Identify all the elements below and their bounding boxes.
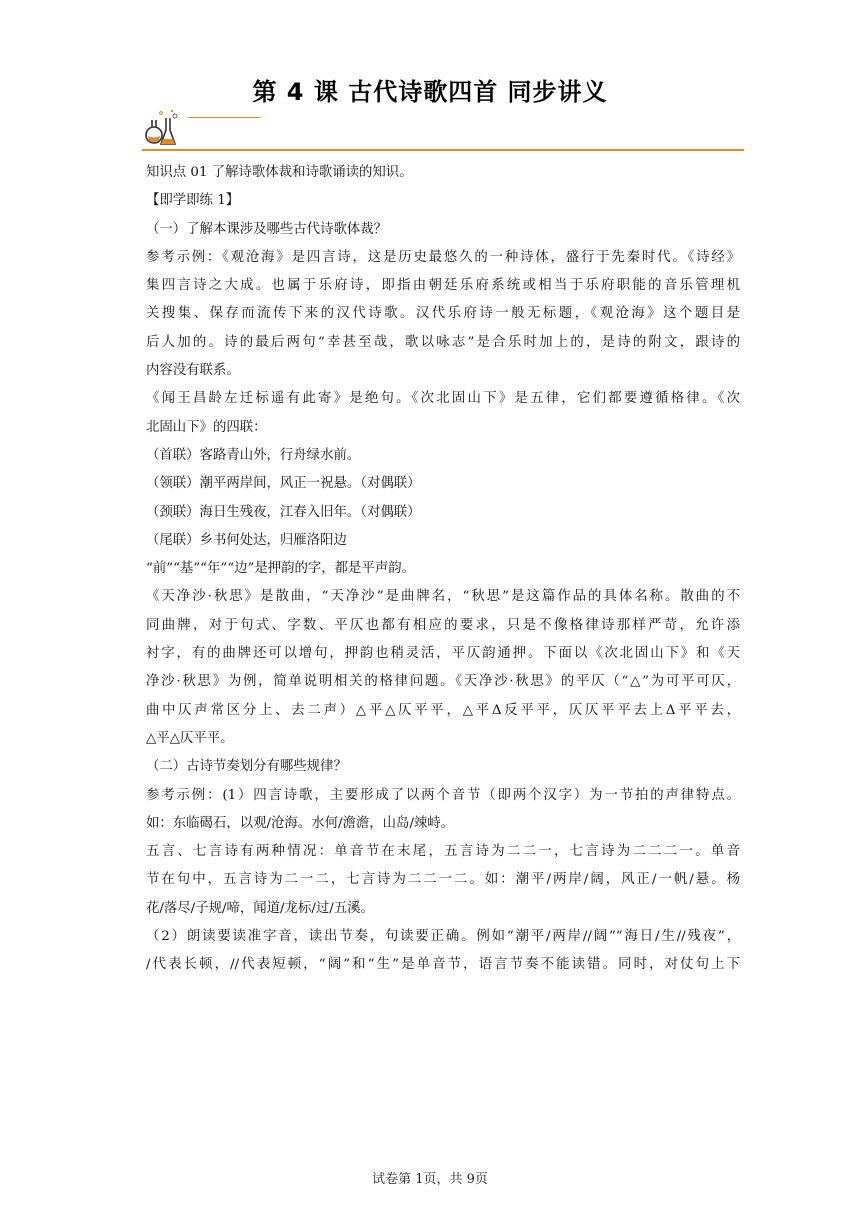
text-line: 关搜集、保存而流传下来的汉代诗歌。汉代乐府诗一般无标题，《观沧海》这个题目是 — [146, 306, 740, 322]
text-line: （2）朗读要读准字音，读出节奏，句读要正确。例如“潮平/两岸//阔”“海日/生//残夜”， — [146, 929, 740, 945]
page-title: 第 4 课 古代诗歌四首 同步讲义 — [252, 78, 608, 106]
lab-flask-icon — [142, 108, 186, 148]
text-line: 后人加的。诗的最后两句“幸甚至哉，歌以咏志”是合乐时加上的，是诗的附文，跟诗的 — [146, 334, 740, 350]
text-line: 曲中仄声常区分上、去二声）△平△仄平平，△平Δ反平平，仄仄平平去上Δ平平去， — [146, 702, 740, 718]
page-footer: 试卷第 1页，共 9页 — [372, 1172, 488, 1187]
text-line: △平△仄平平。 — [146, 730, 234, 746]
text-line: 如：东临碣石，以观/沧海。水何/澹澹，山岛/竦峙。 — [146, 815, 455, 831]
header-rule — [142, 149, 744, 151]
text-line: 同曲牌，对于句式、字数、平仄也都有相应的要求，只是不像格律诗那样严苛，允许添 — [146, 617, 740, 633]
knowledge-point-heading: 知识点 01 了解诗歌体裁和诗歌诵读的知识。 — [146, 165, 413, 180]
text-line: 节在句中，五言诗为二一二，七言诗为二二一二。如：潮平/两岸/阔，风正/一帆/悬。杨 — [146, 872, 740, 888]
text-line: 花/落尽/子规/啼，闻道/龙标/过/五溪。 — [146, 900, 374, 916]
text-line: “前”“基”“年”“边”是押韵的字，都是平声韵。 — [146, 561, 416, 577]
question-two: （二）古诗节奏划分有哪些规律？ — [146, 759, 347, 775]
text-line: 《闻王昌龄左迁标遥有此寄》是绝句。《次北固山下》是五律，它们都要遵循格律。《次 — [146, 391, 740, 407]
text-line: 北固山下》的四联： — [146, 419, 267, 435]
text-line: 衬字，有的曲牌还可以增句，押韵也稍灵活，平仄韵通押。下面以《次北固山下》和《天 — [146, 646, 740, 662]
exercise-heading: 【即学即练 1】 — [146, 193, 240, 209]
question-one: （一）了解本课涉及哪些古代诗歌体裁？ — [146, 221, 388, 237]
text-line: 《天净沙·秋思》是散曲，“天净沙”是曲牌名，“秋思”是这篇作品的具体名称。散曲的不 — [146, 589, 740, 605]
text-line: 净沙·秋思》为例，简单说明相关的格律问题。《天净沙·秋思》的平仄（“△”为可平可仄， — [146, 674, 740, 690]
text-line: /代表长顿，//代表短顿，“阔”和“生”是单音节，语言节奏不能读错。同时，对仗句上下 — [146, 957, 740, 973]
lesson-body — [146, 159, 740, 980]
text-line: 五言、七言诗有两种情况：单音节在末尾，五言诗为二二一，七言诗为二二二一。单音 — [146, 844, 740, 860]
poem-couplet: （尾联）乡书何处达，归雁洛阳边 — [146, 532, 347, 548]
text-line: 参考示例：(1）四言诗歌，主要形成了以两个音节（即两个汉字）为一节拍的声律特点。 — [146, 787, 740, 803]
poem-couplet: （领联）潮平两岸间，风正一祝悬。（对偶联） — [146, 476, 421, 492]
text-line: 参考示例：《观沧海》是四言诗，这是历史最悠久的一种诗体，盛行于先秦时代。《诗经》 — [146, 249, 740, 265]
poem-couplet: （颈联）海日生残夜，江春入旧年。（对偶联） — [146, 504, 421, 520]
poem-couplet: （首联）客路青山外，行舟绿水前。 — [146, 447, 361, 463]
text-line: 内容没有联系。 — [146, 363, 240, 379]
text-line: 集四言诗之大成。也属于乐府诗，即指由朝廷乐府系统或相当于乐府职能的音乐管理机 — [146, 278, 740, 294]
logo-underline — [188, 117, 260, 118]
